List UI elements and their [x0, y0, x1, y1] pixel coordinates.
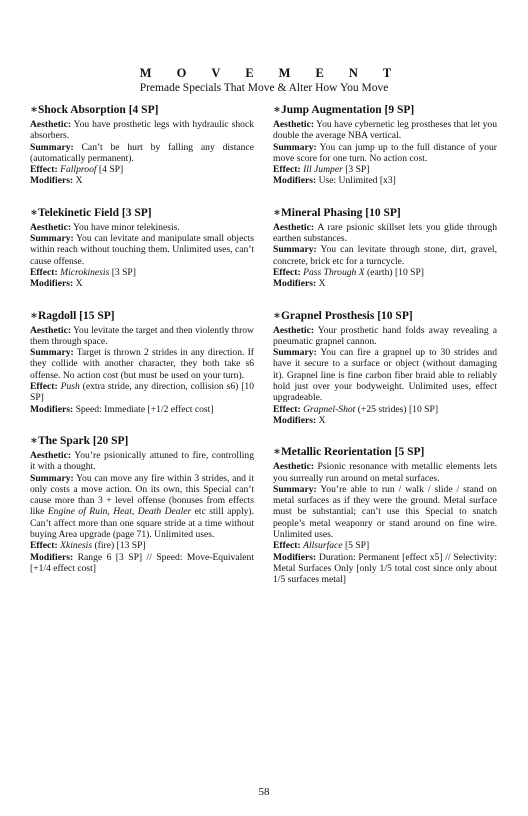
- summary-text: You can levitate and manipulate small objects within reach without touching them. Unlimited uses, can’t cause offense.: [30, 233, 254, 267]
- modifiers-text: Duration: Permanent [effect x5] // Selectivity: Metal Surfaces Only [only 1/5 total cost since only about 1/5 surfaces metal]: [273, 551, 497, 586]
- special-name: Ragdoll: [37, 309, 77, 322]
- aesthetic-text: You levitate the target and then violently throw them through space.: [30, 324, 254, 347]
- effect-name: Push: [60, 381, 80, 393]
- modifiers-text: Use: Unlimited [x3]: [318, 175, 396, 187]
- summary-text: You can fire a grapnel up to 30 strides and have it secure to a surface or object (without damaging it). Grapnel line is fine carbon fiber braid able to reliably hold just over your bodyweight. Unlimited uses, effect upgradeable.: [273, 347, 497, 404]
- special-entry: [273, 207, 497, 290]
- modifiers-label: Modifiers:: [30, 403, 74, 415]
- effect-label: Effect:: [273, 266, 301, 278]
- asterisk-icon: ∗: [30, 309, 38, 322]
- modifiers-text: Range 6 [3 SP] // Speed: Move-Equivalent [+1/4 effect cost]: [30, 551, 254, 574]
- effect-detail: [5 SP]: [342, 540, 370, 552]
- summary-label: Summary:: [30, 141, 74, 153]
- special-entry: [273, 446, 497, 585]
- special-entry: [273, 310, 497, 427]
- summary-text: You’re able to run / walk / slide / stand on metal surfaces as if they were the ground. Metal surface must be substantial; can’t use this Special to snatch people’s metal weaponry or stand around on fine wire. Unlimited uses.: [273, 483, 497, 541]
- effect-detail: (fire) [13 SP]: [92, 540, 146, 552]
- effect-label: Effect:: [273, 403, 301, 415]
- aesthetic-text: Psionic resonance with metallic elements lets you surreally run around on metal surfaces.: [273, 461, 497, 484]
- effect-detail: [3 SP]: [109, 266, 136, 278]
- aesthetic-label: Aesthetic:: [30, 119, 72, 130]
- special-name: Jump Augmentation: [280, 104, 382, 116]
- aesthetic-text: A rare psionic skillset lets you glide through earthen substances.: [273, 221, 497, 245]
- aesthetic-text: Your prosthetic hand folds away revealing a pneumatic grapnel cannon.: [273, 324, 497, 347]
- special-name: Telekinetic Field: [37, 206, 119, 219]
- special-cost: [4 SP]: [128, 104, 159, 116]
- asterisk-icon: ∗: [273, 206, 281, 219]
- summary-text: You can levitate through stone, dirt, gravel, concrete, brick etc for a turncycle.: [273, 244, 497, 267]
- section-title: MOVEMENT: [139, 66, 417, 80]
- summary-text: etc still apply). Can’t affect more than one square stride at a time without buying Area upgrade (page 71). Unlimited uses.: [30, 506, 254, 541]
- effect-label: Effect:: [30, 540, 58, 552]
- special-cost: [10 SP]: [365, 206, 401, 219]
- effect-name: Fallproof: [60, 164, 97, 176]
- modifiers-label: Modifiers:: [30, 175, 74, 187]
- effect-name: Pass Through X: [303, 266, 365, 278]
- modifiers-text: X: [318, 278, 326, 290]
- aesthetic-text: You’re psionically attuned to fire, controlling it with a thought.: [30, 449, 255, 473]
- special-name: The Spark: [37, 434, 91, 447]
- special-title: [30, 104, 254, 117]
- summary-label: Summary:: [30, 472, 74, 484]
- asterisk-icon: ∗: [273, 446, 281, 459]
- page-header: [0, 66, 528, 95]
- special-name: Shock Absorption: [37, 104, 126, 116]
- effect-name: Grapnel-Shot: [303, 403, 356, 415]
- aesthetic-text: You have cybernetic leg prostheses that let you double the average NBA vertical.: [273, 119, 498, 142]
- modifiers-label: Modifiers:: [273, 551, 317, 563]
- summary-label: Summary:: [30, 233, 74, 245]
- special-entry: [30, 104, 254, 187]
- special-title: [30, 310, 254, 323]
- special-entry: [30, 207, 254, 290]
- effect-label: Effect:: [273, 540, 301, 552]
- summary-label: Summary:: [273, 141, 317, 153]
- modifiers-label: Modifiers:: [273, 175, 317, 187]
- special-title: [30, 435, 254, 448]
- special-title: [273, 207, 497, 220]
- special-cost: [15 SP]: [79, 309, 115, 322]
- summary-text: Target is thrown 2 strides in any direction. If they collide with another character, they both take s6 offense. No action cost (but must be used on your turn).: [30, 347, 254, 381]
- effect-detail: [4 SP]: [96, 164, 124, 176]
- effect-label: Effect:: [273, 164, 301, 176]
- summary-label: Summary:: [273, 347, 317, 359]
- summary-label: Summary:: [273, 244, 317, 256]
- special-name: Mineral Phasing: [280, 206, 363, 219]
- modifiers-text: X: [75, 278, 83, 290]
- summary-text: You can jump up to the full distance of your move score for one turn. No action cost.: [273, 141, 497, 164]
- left-column: [30, 104, 254, 594]
- summary-label: Summary:: [30, 347, 74, 359]
- effect-detail: (extra stride, any direction, collision s6) [10 SP]: [30, 381, 254, 404]
- aesthetic-label: Aesthetic:: [30, 221, 72, 233]
- special-entry: [30, 310, 254, 415]
- effect-name: Allsurface: [303, 540, 343, 552]
- summary-text: ,: [107, 506, 114, 518]
- modifiers-label: Modifiers:: [30, 551, 74, 563]
- asterisk-icon: ∗: [273, 309, 281, 322]
- section-subtitle: Premade Specials That Move & Alter How You Move: [139, 82, 389, 94]
- special-entry: [273, 104, 497, 187]
- effect-detail: (earth) [10 SP]: [364, 266, 425, 278]
- effect-name: Xkinesis: [60, 540, 93, 552]
- special-cost: [9 SP]: [384, 104, 415, 116]
- special-entry: [30, 435, 254, 574]
- effect-reference: Heat: [113, 506, 132, 518]
- summary-text: Can’t be hurt by falling any distance (automatically permanent).: [30, 141, 254, 164]
- aesthetic-label: Aesthetic:: [30, 324, 72, 336]
- effect-label: Effect:: [30, 381, 58, 393]
- modifiers-text: Speed: Immediate [+1/2 effect cost]: [75, 403, 214, 415]
- special-cost: [3 SP]: [121, 206, 152, 219]
- aesthetic-label: Aesthetic:: [273, 324, 315, 336]
- effect-reference: Death Dealer: [137, 506, 192, 518]
- aesthetic-text: You have minor telekinesis.: [73, 221, 180, 233]
- special-name: Grapnel Prosthesis: [280, 309, 375, 322]
- page-number: 58: [258, 786, 270, 798]
- effect-label: Effect:: [30, 164, 58, 176]
- effect-detail: [3 SP]: [342, 164, 370, 176]
- aesthetic-label: Aesthetic:: [273, 119, 315, 130]
- modifiers-text: X: [318, 414, 326, 426]
- summary-label: Summary:: [273, 483, 317, 495]
- special-title: [273, 310, 497, 323]
- modifiers-label: Modifiers:: [30, 278, 74, 290]
- special-cost: [5 SP]: [394, 446, 425, 459]
- aesthetic-text: You have prosthetic legs with hydraulic shock absorbers.: [30, 119, 255, 142]
- asterisk-icon: ∗: [30, 206, 38, 219]
- special-title: [273, 104, 497, 117]
- aesthetic-label: Aesthetic:: [273, 221, 315, 233]
- modifiers-text: X: [75, 175, 83, 187]
- effect-label: Effect:: [30, 266, 58, 278]
- aesthetic-label: Aesthetic:: [273, 461, 315, 473]
- modifiers-label: Modifiers:: [273, 278, 317, 290]
- special-title: [273, 446, 497, 459]
- asterisk-icon: ∗: [30, 434, 38, 447]
- right-column: [273, 104, 497, 606]
- special-name: Metallic Reorientation: [280, 446, 392, 459]
- effect-name: Microkinesis: [60, 266, 110, 278]
- asterisk-icon: ∗: [273, 104, 281, 116]
- effect-detail: (+25 strides) [10 SP]: [355, 403, 439, 415]
- special-cost: [20 SP]: [92, 434, 129, 447]
- asterisk-icon: ∗: [30, 104, 38, 116]
- effect-reference: Engine of Ruin: [47, 506, 108, 518]
- summary-text: ,: [131, 506, 138, 518]
- special-cost: [10 SP]: [377, 309, 413, 322]
- special-title: [30, 207, 254, 220]
- modifiers-label: Modifiers:: [273, 414, 317, 426]
- summary-text: You can move any fire within 3 strides, and it only costs a move action. On its own, this Special can’t cause more than 3 + level offense (bonuses from effects like: [30, 472, 255, 518]
- aesthetic-label: Aesthetic:: [30, 449, 72, 461]
- effect-name: Ill Jumper: [303, 164, 343, 176]
